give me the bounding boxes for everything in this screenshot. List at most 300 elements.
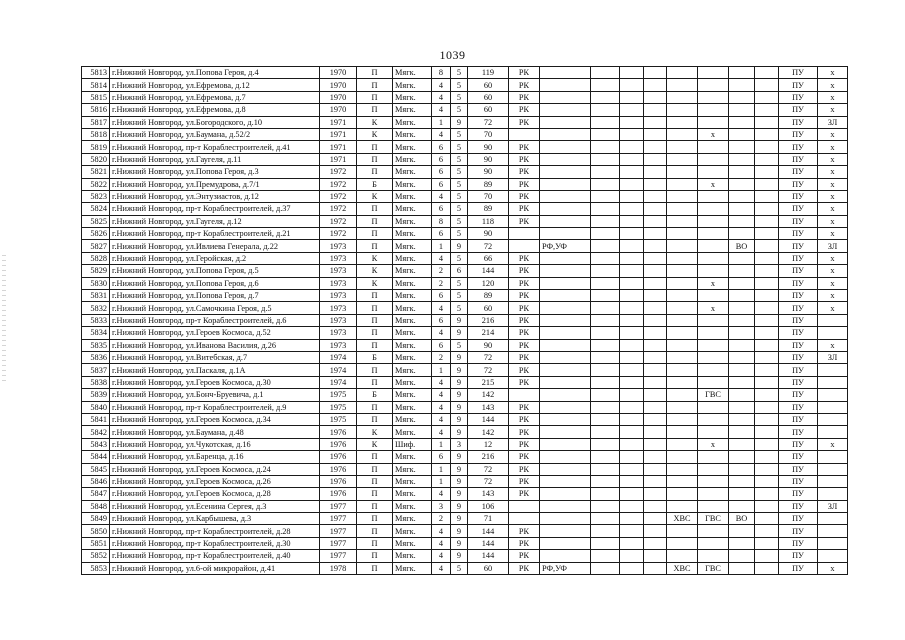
cell-service-1 [698,376,729,388]
cell-blank-2 [644,277,667,289]
cell-blank-1 [620,166,644,178]
cell-blank-3 [667,240,698,252]
cell-service-1 [698,500,729,512]
cell-No: 5820 [82,153,110,165]
cell-system-1 [540,426,591,438]
cell-blank-1 [620,240,644,252]
cell-system-1 [540,376,591,388]
cell-system-1 [540,290,591,302]
cell-blank-3: ХВС [667,562,698,574]
cell-service-3 [755,401,779,413]
cell-wall-type: П [357,104,393,116]
cell-blank-1 [620,265,644,277]
cell-service-1 [698,426,729,438]
cell-floors: 4 [432,389,451,401]
cell-blank-3 [667,203,698,215]
cell-wall-type: П [357,327,393,339]
cell-system-1 [540,513,591,525]
cell-meter: ПУ [779,376,818,388]
cell-blank-2 [644,240,667,252]
cell-blank-1 [620,67,644,79]
cell-roof: Мягк. [393,302,432,314]
cell-address: г.Нижний Новгород, ул.Геройская, д.2 [110,252,320,264]
table-row [82,79,848,91]
cell-service-3 [755,215,779,227]
cell-meter: ПУ [779,351,818,363]
cell-entrances: 5 [451,91,468,103]
cell-floors: 1 [432,116,451,128]
cell-year: 1975 [320,389,357,401]
cell-address: г.Нижний Новгород, ул.Попова Героя, д.4 [110,67,320,79]
cell-system-2 [591,525,620,537]
cell-roof: Мягк. [393,562,432,574]
cell-floors: 8 [432,67,451,79]
table-row [82,426,848,438]
cell-blank-3 [667,426,698,438]
cell-service-2: ВО [729,240,755,252]
cell-service-3 [755,438,779,450]
table-row [82,463,848,475]
table-row [82,141,848,153]
cell-wall-type: П [357,314,393,326]
cell-service-3 [755,364,779,376]
housing-registry-table [81,66,848,575]
cell-entrances: 5 [451,203,468,215]
cell-system-1 [540,537,591,549]
cell-No: 5837 [82,364,110,376]
cell-blank-2 [644,67,667,79]
cell-No: 5842 [82,426,110,438]
cell-floors: 6 [432,314,451,326]
cell-system-1 [540,389,591,401]
table-row [82,178,848,190]
cell-system-1 [540,277,591,289]
cell-apartments: 120 [468,277,509,289]
cell-floors: 2 [432,265,451,277]
cell-No: 5827 [82,240,110,252]
cell-blank-1 [620,525,644,537]
cell-note [818,426,848,438]
cell-entrances: 5 [451,339,468,351]
cell-service-2 [729,488,755,500]
cell-area: РК [509,376,540,388]
cell-system-1 [540,252,591,264]
cell-meter: ПУ [779,91,818,103]
cell-system-2 [591,475,620,487]
cell-blank-3 [667,190,698,202]
table-row [82,128,848,140]
cell-address: г.Нижний Новгород, ул.Премудрова, д.7/1 [110,178,320,190]
cell-service-3 [755,525,779,537]
cell-No: 5830 [82,277,110,289]
cell-entrances: 5 [451,104,468,116]
cell-address: г.Нижний Новгород, пр-т Кораблестроителей, д.6 [110,314,320,326]
cell-apartments: 214 [468,327,509,339]
cell-address: г.Нижний Новгород, пр-т Кораблестроителей, д.9 [110,401,320,413]
cell-apartments: 60 [468,79,509,91]
cell-wall-type: Б [357,389,393,401]
cell-note: х [818,203,848,215]
cell-No: 5814 [82,79,110,91]
cell-apartments: 90 [468,166,509,178]
cell-No: 5825 [82,215,110,227]
cell-service-1 [698,550,729,562]
cell-blank-1 [620,413,644,425]
cell-system-2 [591,413,620,425]
cell-meter: ПУ [779,451,818,463]
cell-service-1 [698,166,729,178]
cell-roof: Мягк. [393,116,432,128]
cell-area: РК [509,178,540,190]
cell-area: РК [509,141,540,153]
cell-wall-type: Б [357,178,393,190]
cell-note: х [818,153,848,165]
cell-blank-2 [644,364,667,376]
cell-floors: 1 [432,463,451,475]
cell-system-2 [591,228,620,240]
cell-blank-1 [620,475,644,487]
cell-system-1 [540,413,591,425]
cell-roof: Мягк. [393,265,432,277]
cell-meter: ПУ [779,426,818,438]
cell-wall-type: П [357,513,393,525]
cell-meter: ПУ [779,327,818,339]
cell-meter: ПУ [779,79,818,91]
cell-meter: ПУ [779,314,818,326]
cell-blank-1 [620,252,644,264]
cell-system-2 [591,178,620,190]
cell-blank-1 [620,116,644,128]
cell-No: 5844 [82,451,110,463]
cell-service-1 [698,252,729,264]
cell-entrances: 5 [451,562,468,574]
cell-entrances: 5 [451,252,468,264]
cell-service-2: ВО [729,513,755,525]
cell-note [818,475,848,487]
cell-service-1 [698,190,729,202]
cell-blank-3 [667,537,698,549]
cell-system-2 [591,240,620,252]
cell-meter: ПУ [779,475,818,487]
cell-entrances: 9 [451,364,468,376]
cell-blank-2 [644,116,667,128]
cell-service-1 [698,141,729,153]
cell-blank-1 [620,178,644,190]
cell-No: 5839 [82,389,110,401]
cell-system-1 [540,302,591,314]
cell-blank-1 [620,203,644,215]
cell-blank-2 [644,488,667,500]
cell-blank-2 [644,438,667,450]
cell-blank-2 [644,351,667,363]
cell-service-3 [755,351,779,363]
cell-blank-3 [667,475,698,487]
cell-apartments: 106 [468,500,509,512]
cell-entrances: 5 [451,277,468,289]
cell-floors: 2 [432,277,451,289]
cell-meter: ПУ [779,128,818,140]
cell-wall-type: П [357,376,393,388]
cell-year: 1972 [320,166,357,178]
cell-apartments: 71 [468,513,509,525]
cell-roof: Шиф. [393,438,432,450]
cell-service-3 [755,475,779,487]
cell-note: х [818,215,848,227]
cell-address: г.Нижний Новгород, ул.Героев Космоса, д.28 [110,488,320,500]
cell-meter: ПУ [779,537,818,549]
table-row [82,351,848,363]
cell-roof: Мягк. [393,228,432,240]
cell-meter: ПУ [779,413,818,425]
cell-meter: ПУ [779,67,818,79]
cell-system-1 [540,215,591,227]
cell-wall-type: П [357,79,393,91]
cell-No: 5826 [82,228,110,240]
cell-No: 5823 [82,190,110,202]
cell-system-1 [540,364,591,376]
cell-year: 1973 [320,252,357,264]
cell-entrances: 9 [451,401,468,413]
cell-roof: Мягк. [393,252,432,264]
cell-service-2 [729,351,755,363]
cell-service-2 [729,339,755,351]
cell-blank-3 [667,451,698,463]
cell-No: 5846 [82,475,110,487]
cell-address: г.Нижний Новгород, ул.Баумана, д.52/2 [110,128,320,140]
cell-system-1 [540,401,591,413]
cell-area: РК [509,351,540,363]
cell-wall-type: П [357,550,393,562]
cell-entrances: 9 [451,500,468,512]
cell-system-1 [540,488,591,500]
cell-entrances: 5 [451,178,468,190]
cell-service-3 [755,314,779,326]
cell-service-2 [729,537,755,549]
cell-year: 1977 [320,525,357,537]
cell-area: РК [509,67,540,79]
cell-area: РК [509,153,540,165]
cell-address: г.Нижний Новгород, ул.Чукотская, д.16 [110,438,320,450]
table-row [82,290,848,302]
cell-system-2 [591,104,620,116]
cell-No: 5853 [82,562,110,574]
cell-service-1 [698,153,729,165]
cell-wall-type: К [357,426,393,438]
cell-year: 1971 [320,141,357,153]
cell-entrances: 9 [451,525,468,537]
cell-service-3 [755,500,779,512]
cell-entrances: 5 [451,128,468,140]
cell-blank-3 [667,252,698,264]
cell-blank-1 [620,351,644,363]
cell-blank-1 [620,488,644,500]
cell-apartments: 143 [468,401,509,413]
cell-No: 5829 [82,265,110,277]
cell-area: РК [509,562,540,574]
table-row [82,389,848,401]
cell-year: 1971 [320,153,357,165]
cell-apartments: 12 [468,438,509,450]
cell-meter: ПУ [779,203,818,215]
cell-system-1 [540,451,591,463]
cell-service-3 [755,389,779,401]
cell-blank-3 [667,215,698,227]
cell-service-1 [698,327,729,339]
cell-system-1 [540,550,591,562]
cell-meter: ПУ [779,562,818,574]
cell-roof: Мягк. [393,314,432,326]
cell-year: 1977 [320,513,357,525]
cell-No: 5813 [82,67,110,79]
cell-system-2 [591,252,620,264]
cell-floors: 1 [432,475,451,487]
cell-service-2 [729,426,755,438]
cell-service-3 [755,141,779,153]
cell-year: 1974 [320,376,357,388]
table-row [82,302,848,314]
cell-roof: Мягк. [393,290,432,302]
cell-service-1 [698,203,729,215]
cell-blank-1 [620,141,644,153]
cell-service-2 [729,153,755,165]
cell-roof: Мягк. [393,91,432,103]
cell-area: РК [509,537,540,549]
cell-service-2 [729,91,755,103]
cell-year: 1971 [320,128,357,140]
table-row [82,327,848,339]
cell-area: РК [509,364,540,376]
cell-address: г.Нижний Новгород, ул.6-ой микрорайон, д.41 [110,562,320,574]
cell-service-1 [698,475,729,487]
cell-meter: ПУ [779,116,818,128]
cell-entrances: 5 [451,228,468,240]
table-row [82,215,848,227]
cell-year: 1976 [320,426,357,438]
cell-floors: 4 [432,91,451,103]
cell-wall-type: П [357,451,393,463]
cell-wall-type: П [357,302,393,314]
cell-address: г.Нижний Новгород, пр-т Кораблестроителей, д.21 [110,228,320,240]
cell-service-2 [729,104,755,116]
cell-blank-1 [620,438,644,450]
cell-blank-2 [644,153,667,165]
cell-address: г.Нижний Новгород, ул.Гаугеля, д.11 [110,153,320,165]
cell-floors: 4 [432,376,451,388]
cell-address: г.Нижний Новгород, пр-т Кораблестроителей, д.30 [110,537,320,549]
cell-area: РК [509,401,540,413]
table-row [82,339,848,351]
cell-year: 1971 [320,116,357,128]
cell-address: г.Нижний Новгород, ул.Попова Героя, д.6 [110,277,320,289]
cell-No: 5816 [82,104,110,116]
cell-service-2 [729,252,755,264]
cell-floors: 2 [432,513,451,525]
cell-address: г.Нижний Новгород, ул.Баренца, д.16 [110,451,320,463]
table-row [82,153,848,165]
cell-service-1: х [698,302,729,314]
cell-note [818,401,848,413]
cell-apartments: 72 [468,364,509,376]
cell-floors: 6 [432,228,451,240]
cell-blank-3 [667,314,698,326]
cell-blank-3 [667,438,698,450]
cell-service-2 [729,525,755,537]
cell-service-3 [755,277,779,289]
cell-meter: ПУ [779,550,818,562]
cell-address: г.Нижний Новгород, ул.Героев Космоса, д.52 [110,327,320,339]
cell-system-1 [540,153,591,165]
cell-note [818,314,848,326]
cell-system-1: РФ,УФ [540,562,591,574]
cell-apartments: 216 [468,451,509,463]
cell-system-1 [540,166,591,178]
scan-edge-marks [2,255,6,385]
cell-blank-1 [620,401,644,413]
cell-service-1: х [698,277,729,289]
cell-year: 1973 [320,240,357,252]
cell-blank-1 [620,153,644,165]
cell-floors: 2 [432,351,451,363]
cell-area [509,513,540,525]
table-row [82,265,848,277]
cell-wall-type: К [357,265,393,277]
table-row [82,67,848,79]
cell-blank-1 [620,215,644,227]
cell-note: х [818,166,848,178]
cell-area: РК [509,203,540,215]
cell-meter: ПУ [779,513,818,525]
cell-entrances: 5 [451,215,468,227]
cell-blank-3 [667,265,698,277]
cell-note: х [818,91,848,103]
cell-blank-2 [644,215,667,227]
cell-blank-3 [667,67,698,79]
cell-roof: Мягк. [393,128,432,140]
cell-system-1 [540,128,591,140]
cell-blank-2 [644,550,667,562]
cell-note [818,389,848,401]
cell-year: 1973 [320,302,357,314]
cell-service-2 [729,401,755,413]
cell-service-3 [755,562,779,574]
table-row [82,500,848,512]
cell-area: РК [509,265,540,277]
cell-roof: Мягк. [393,401,432,413]
cell-address: г.Нижний Новгород, пр-т Кораблестроителей, д.37 [110,203,320,215]
cell-address: г.Нижний Новгород, ул.Попова Героя, д.7 [110,290,320,302]
cell-blank-2 [644,203,667,215]
cell-roof: Мягк. [393,413,432,425]
cell-year: 1976 [320,475,357,487]
cell-service-3 [755,203,779,215]
cell-address: г.Нижний Новгород, ул.Есенина Сергея, д.3 [110,500,320,512]
cell-wall-type: П [357,153,393,165]
cell-system-1 [540,500,591,512]
cell-blank-3 [667,104,698,116]
cell-roof: Мягк. [393,339,432,351]
cell-wall-type: П [357,141,393,153]
cell-roof: Мягк. [393,215,432,227]
cell-blank-3 [667,525,698,537]
cell-area: РК [509,79,540,91]
cell-system-1 [540,327,591,339]
cell-floors: 4 [432,128,451,140]
cell-No: 5831 [82,290,110,302]
cell-service-2 [729,290,755,302]
cell-apartments: 144 [468,525,509,537]
cell-year: 1975 [320,413,357,425]
cell-system-1 [540,141,591,153]
